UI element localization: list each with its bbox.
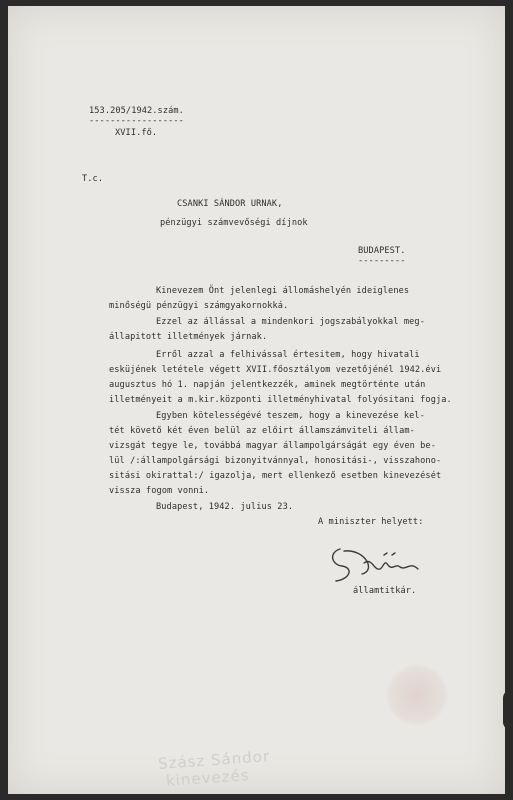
body-line: Egyben kötelességévé teszem, hogy a kinevezése kel- xyxy=(156,411,425,421)
pencil-note: kinevezés xyxy=(165,766,251,790)
body-line: lül /:állampolgársági bizonyitvánnyal, honositási-, visszahono- xyxy=(109,456,442,466)
body-line: Kinevezem Önt jelenlegi állomáshelyén ideiglenes xyxy=(156,286,410,296)
body-line: sitási okirattal:/ igazolja, mert ellenkező esetben kinevezését xyxy=(109,471,442,481)
recipient-city: BUDAPEST. xyxy=(358,246,406,256)
body-line: augusztus hó 1. napján jelentkezzék, aminek megtörténte után xyxy=(109,380,426,390)
body-line: vizsgát tegye le, továbbá magyar állampolgárságát egy éven be- xyxy=(109,441,436,451)
body-line: minőségü pénzügyi számgyakornokká. xyxy=(109,301,289,311)
signatory-role: államtitkár. xyxy=(353,586,417,596)
body-line: Erről azzal a felhivással értesitem, hogy hivatali xyxy=(156,350,420,360)
body-line: illetményeit a m.kir.központi illetményhivatal folyósitani fogja. xyxy=(109,395,452,405)
closing-date: Budapest, 1942. julius 23. xyxy=(156,502,294,512)
department-code: XVII.fő. xyxy=(115,128,158,138)
handwritten-signature xyxy=(326,541,436,586)
tc-salutation: T.c. xyxy=(82,174,104,184)
document-page xyxy=(8,6,505,794)
body-line: Ezzel az állással a mindenkori jogszabályokkal meg- xyxy=(156,317,425,327)
recipient-name: CSANKI SÁNDOR URNAK, xyxy=(177,199,283,209)
recipient-title: pénzügyi számvevőségi díjnok xyxy=(160,218,308,228)
body-line: tét követő két éven belül az előirt államszámviteli állam- xyxy=(109,426,415,436)
body-line: vissza fogom vonni. xyxy=(109,486,210,496)
body-line: állapitott illetmények járnak. xyxy=(109,332,268,342)
body-line: esküjének letétele végett XVII.főosztályom vezetőjénél 1942.évi xyxy=(109,365,442,375)
pencil-note: Szász Sándor xyxy=(157,747,271,773)
city-underline: --------- xyxy=(358,256,406,266)
torn-edge xyxy=(503,690,513,730)
on-behalf-line: A miniszter helyett: xyxy=(318,517,424,527)
faded-seal xyxy=(386,664,448,726)
reference-number: 153.205/1942.szám. xyxy=(89,106,184,116)
reference-underline: ------------------ xyxy=(89,116,184,126)
